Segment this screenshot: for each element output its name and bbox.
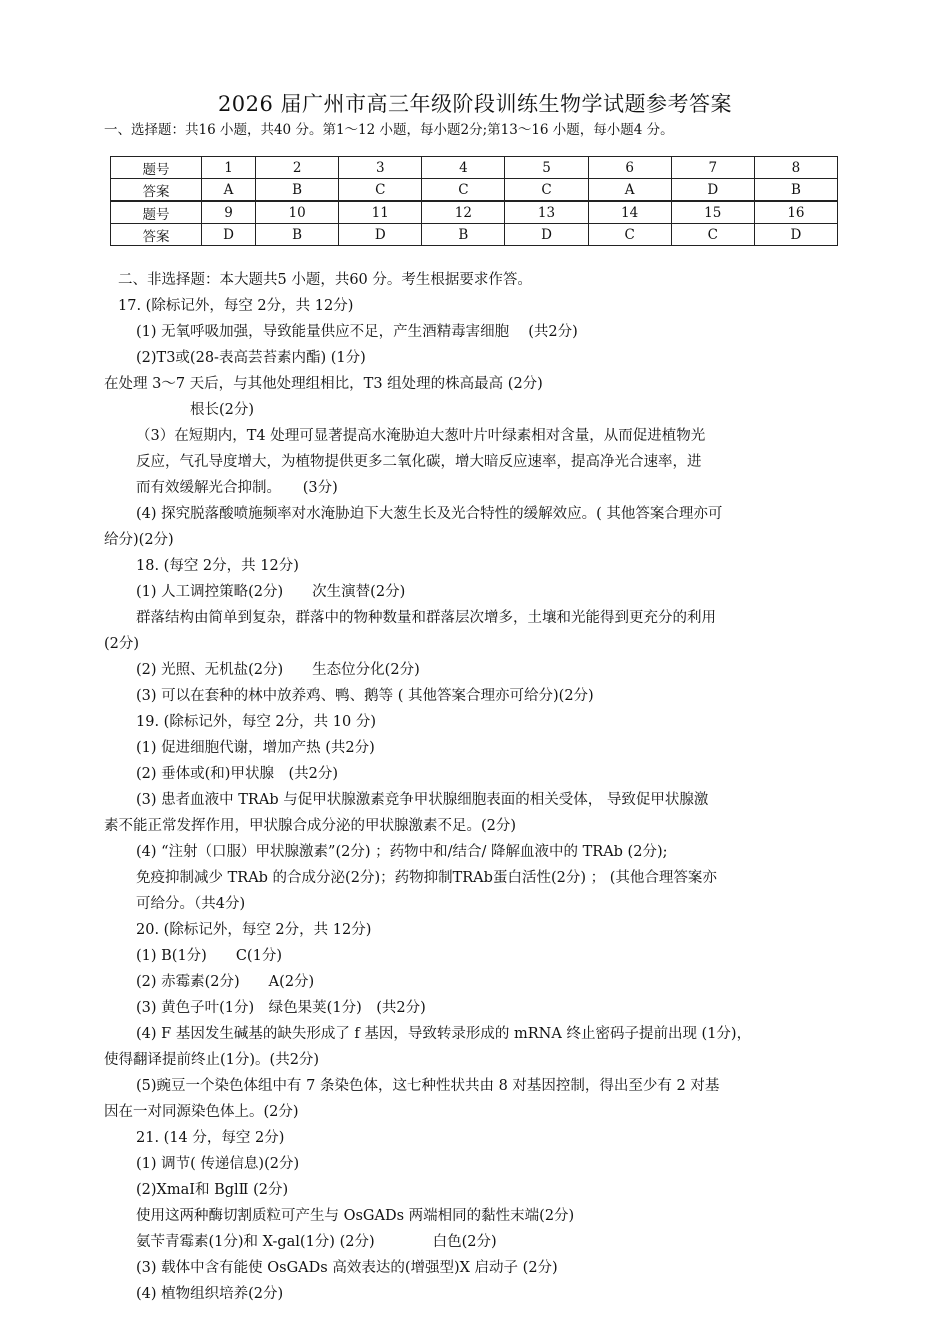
answer-cell: C [588,224,671,246]
answer-line: (4) “注射（口服）甲状腺激素”(2分) ；药物中和/结合/ 降解血液中的 TRAb (2分); [136,844,668,860]
answer-line: (2) 垂体或(和)甲状腺 (共2分) [136,766,339,782]
question-number: 7 [671,157,754,179]
answer-line: 可给分。（共4分) [136,896,246,912]
answer-line: (5)豌豆一个染色体组中有 7 条染色体，这七种性状共由 8 对基因控制，得出至少有 2 对基 [136,1078,720,1094]
question-19-heading: 19. (除标记外，每空 2分，共 10 分) [136,714,376,730]
answer-line: (2分) [104,636,140,652]
answer-cell: C [339,179,422,202]
answer-line: (1) B(1分) C(1分) [136,948,282,964]
answer-line: (3) 患者血液中 TRAb 与促甲状腺激素竞争甲状腺细胞表面的相关受体， 导致促甲状腺激 [136,792,709,808]
answer-line: (3) 可以在套种的林中放养鸡、鸭、鹅等 ( 其他答案合理亦可给分)(2分) [136,688,594,704]
answer-line: 在处理 3～7 天后，与其他处理组相比，T3 组处理的株高最高 (2分) [104,376,543,392]
answer-line: 而有效缓解光合抑制。 (3分) [136,480,338,496]
answer-line: (2)XmaⅠ和 BglⅡ (2分) [136,1182,289,1198]
table-row [111,224,838,246]
row-label: 题号 [111,157,202,179]
answer-line: (2) 赤霉素(2分) A(2分) [136,974,315,990]
answer-cell: D [754,224,837,246]
row-label: 题号 [111,201,202,224]
question-number: 10 [256,201,339,224]
question-number: 5 [505,157,588,179]
answer-cell: C [505,179,588,202]
answer-line: （3）在短期内，T4 处理可显著提高水淹胁迫大葱叶片叶绿素相对含量，从而促进植物光 [136,428,706,444]
answer-line: (4) 探究脱落酸喷施频率对水淹胁迫下大葱生长及光合特性的缓解效应。( 其他答案合理亦可 [136,506,723,522]
answer-cell: D [202,224,256,246]
page-title: 2026 届广州市高三年级阶段训练生物学试题参考答案 [217,92,733,116]
answer-cell: B [256,224,339,246]
row-label: 答案 [111,179,202,202]
row-label: 答案 [111,224,202,246]
answer-line: 免疫抑制减少 TRAb 的合成分泌(2分)；药物抑制TRAb蛋白活性(2分) ； (其他合理答案亦 [136,870,717,886]
table-row [111,201,838,224]
answer-cell: D [505,224,588,246]
table-row [111,157,838,179]
question-number: 13 [505,201,588,224]
answer-line: (1) 无氧呼吸加强，导致能量供应不足，产生酒精毒害细胞 (共2分) [136,324,578,340]
answer-line: (1) 人工调控策略(2分) 次生演替(2分) [136,584,406,600]
question-number: 12 [422,201,505,224]
answer-line: 因在一对同源染色体上。(2分) [104,1104,299,1120]
answer-line: (1) 调节( 传递信息)(2分) [136,1156,300,1172]
answer-cell: A [202,179,256,202]
question-number: 14 [588,201,671,224]
question-21-heading: 21. (14 分，每空 2分) [136,1130,285,1146]
answer-line: (4) 植物组织培养(2分) [136,1286,284,1302]
question-number: 3 [339,157,422,179]
answer-line: 给分)(2分) [104,532,174,548]
answer-line: 反应，气孔导度增大，为植物提供更多二氧化碳，增大暗反应速率，提高净光合速率，进 [136,454,702,470]
section2-heading: 二、非选择题：本大题共5 小题，共60 分。考生根据要求作答。 [118,272,532,288]
question-17-heading: 17. (除标记外，每空 2分，共 12分) [118,298,354,314]
question-number: 1 [202,157,256,179]
answer-line: 使得翻译提前终止(1分)。(共2分) [104,1052,320,1068]
answer-line: (2)T3或(28-表高芸苔素内酯) (1分) [136,350,366,366]
section1-heading: 一、选择题：共16 小题，共40 分。第1～12 小题，每小题2分;第13～16 小题，每小题4 分。 [104,122,674,138]
question-20-heading: 20. (除标记外，每空 2分，共 12分) [136,922,372,938]
question-number: 11 [339,201,422,224]
question-number: 9 [202,201,256,224]
question-number: 2 [256,157,339,179]
answer-cell: D [671,179,754,202]
answer-cell: A [588,179,671,202]
question-number: 6 [588,157,671,179]
table-row [111,179,838,202]
answer-line: 氨苄青霉素(1分)和 X-gal(1分) (2分) 白色(2分) [136,1234,497,1250]
answer-line: 群落结构由简单到复杂，群落中的物种数量和群落层次增多，土壤和光能得到更充分的利用 [136,610,716,626]
question-number: 4 [422,157,505,179]
question-18-heading: 18. (每空 2分，共 12分) [136,558,299,574]
answer-cell: B [256,179,339,202]
answer-cell: D [339,224,422,246]
answer-cell: C [422,179,505,202]
answer-line: 使用这两种酶切割质粒可产生与 OsGADs 两端相同的黏性末端(2分) [136,1208,575,1224]
answer-line: (2) 光照、无机盐(2分) 生态位分化(2分) [136,662,420,678]
answer-line: (3) 黄色子叶(1分) 绿色果荚(1分) (共2分) [136,1000,426,1016]
answer-line: 素不能正常发挥作用，甲状腺合成分泌的甲状腺激素不足。(2分) [104,818,517,834]
answer-line: (1) 促进细胞代谢，增加产热 (共2分) [136,740,375,756]
answer-line: (4) F 基因发生碱基的缺失形成了 f 基因，导致转录形成的 mRNA 终止密码子提前出现 (1分)， [136,1026,752,1042]
question-number: 15 [671,201,754,224]
question-number: 16 [754,201,837,224]
answer-line: 根长(2分) [190,402,255,418]
answer-cell: B [422,224,505,246]
answer-cell: B [754,179,837,202]
answer-cell: C [671,224,754,246]
answer-table [110,156,838,246]
answer-line: (3) 载体中含有能使 OsGADs 高效表达的(增强型)X 启动子 (2分) [136,1260,558,1276]
question-number: 8 [754,157,837,179]
